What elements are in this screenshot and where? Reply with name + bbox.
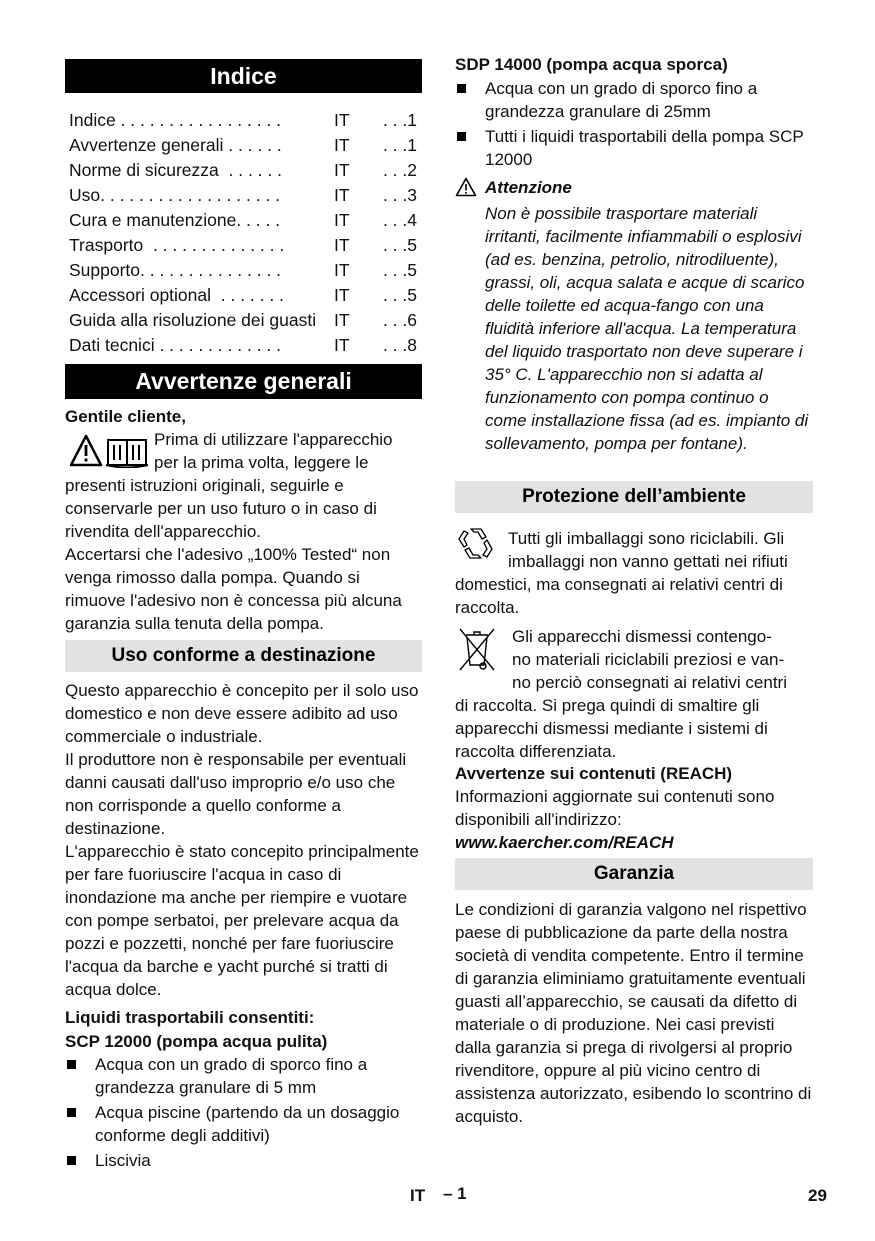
bullet-square-icon [457,84,466,93]
toc-entry[interactable] [69,308,417,333]
warranty-text: Le condizioni di garanzia valgono nel rispettivo paese di pubblicazione da parte della nostra società di vendita competente. Entro il termine di garanzia eliminiamo gratuitamente eventuali guasti all’apparecchio, se causati da difetto di materiale o di produzione. Nei casi previsti dalla garanzia si prega di rivolgersi al proprio rivenditore, oppure al più vicino centro di assistenza autorizzato, esibendo lo scontrino di acquisto. [455,900,812,1126]
scp-item-text: Acqua con un grado di sporco fino a grandezza granulare di 5 mm [95,1055,368,1097]
warning-triangle-icon [455,177,477,197]
toc-entry[interactable] [69,208,417,233]
toc-entry-title: Avvertenze generali . . . . . . [69,135,282,155]
toc-entry[interactable] [69,283,417,308]
bullet-square-icon [67,1108,76,1117]
crossed-bin-icon [457,626,497,672]
weee-line-2: no materiali riciclabili preziosi e van- [512,650,785,669]
bullet-square-icon [67,1156,76,1165]
sdp-title: SDP 14000 (pompa acqua sporca) [455,55,728,74]
toc-heading: Indice [65,59,422,93]
intended-use-body [65,679,422,1001]
environment-heading: Protezione dell’ambiente [455,481,813,513]
footer-page-number: 29 [808,1186,827,1205]
toc-entry-title: Indice . . . . . . . . . . . . . . . . . [69,110,282,130]
toc-entry-title: Guida alla risoluzione dei guasti [69,310,317,330]
intended-use-p3: L'apparecchio è stato concepito principalmente per fare fuoriuscire l'acqua in caso di inondazione ma anche per riempire e vuotare con pompe serbatoi, per prelevare acqua da pozzi e pozzetti, nonché per fare fuoriuscire l'acqua da barche e yacht purché si tratti di acqua dolce. [65,842,419,999]
toc-entry[interactable] [69,233,417,258]
sdp-item [455,125,813,171]
read-manual-warning-icon [70,434,150,468]
bullet-square-icon [67,1060,76,1069]
sticker-note: Accertarsi che l'adesivo „100% Tested“ non venga rimosso dalla pompa. Quando si rimuove l'adesivo non è concessa più alcuna garanzia sulla tenuta della pompa. [65,545,402,633]
scp-title: SCP 12000 (pompa acqua pulita) [65,1032,328,1051]
intended-use-p2: Il produttore non è responsabile per eventuali danni causati dall'uso improprio e/o uso che non corrisponde a quello conforme a destinazione. [65,750,407,838]
toc-entry-title: Supporto. . . . . . . . . . . . . . . [69,260,282,280]
recycle-line-2: imballaggi non vanno gettati nei rifiuti [508,552,788,571]
toc-entry-page: . . .2 [382,160,417,180]
warning-text: Non è possibile trasportare materiali irritanti, facilmente infiammabili o esplosivi (ad es. benzina, petrolio, nitrodiluente), grassi, oli, acqua salata e acque di scarico delle toilette ed acqua-fango con una fluidità inferiore all'acqua. La temperatura del liquido trasportato non deve superare i 35° C. L'apparecchio non si adatta al funzionamento con pompa continuo o come installazione fissa (ad es. impianto di sollevamento, pompa per fontane). [485,204,809,453]
scp-item-text: Liscivia [95,1151,151,1170]
sdp-item-text: Tutti i liquidi trasportabili della pompa SCP 12000 [485,127,804,169]
weee-rest: di raccolta. Si prega quindi di smaltire gli apparecchi dismessi mediante i sistemi di raccolta differenziata. [455,696,768,761]
toc-entry-page: . . .5 [382,235,417,255]
scp-item-text: Acqua piscine (partendo da un dosaggio conforme degli additivi) [95,1103,400,1145]
greeting: Gentile cliente, [65,407,186,426]
sdp-item [455,77,813,123]
toc-entry-title: Accessori optional . . . . . . . [69,285,284,305]
toc-entry[interactable] [69,108,417,133]
toc-entry-page: . . .1 [382,135,417,155]
weee-line-1: Gli apparecchi dismessi contengo- [512,627,772,646]
toc-entry-page: . . .1 [382,110,417,130]
general-intro-rest: presenti istruzioni originali, seguirle e conservarle per un uso futuro o in caso di rivendita dell'apparecchio. [65,476,377,541]
toc-entry-page: . . .8 [382,335,417,355]
scp-item [65,1149,422,1172]
toc-entry-lang: IT [334,210,350,230]
toc-entry[interactable] [69,258,417,283]
liquids-title: Liquidi trasportabili consentiti: [65,1008,315,1027]
toc-entry[interactable] [69,133,417,158]
toc-entry-lang: IT [334,310,350,330]
toc-entry[interactable] [69,158,417,183]
general-heading: Avvertenze generali [65,364,422,399]
toc-entry-lang: IT [334,260,350,280]
toc-entry-page: . . .6 [382,310,417,330]
recycle-rest: domestici, ma consegnati ai relativi centri di raccolta. [455,575,783,617]
general-intro-line-1: Prima di utilizzare l'apparecchio [154,430,393,449]
toc-entry-title: Norme di sicurezza . . . . . . [69,160,282,180]
scp-item [65,1101,422,1147]
bullet-square-icon [457,132,466,141]
warning-label: Attenzione [485,178,572,197]
intended-use-heading: Uso conforme a destinazione [65,640,422,672]
toc-entry-title: Dati tecnici . . . . . . . . . . . . . [69,335,281,355]
toc-entry-lang: IT [334,110,350,130]
reach-text: Informazioni aggiornate sui contenuti sono disponibili all'indirizzo: [455,787,775,829]
sdp-item-text: Acqua con un grado di sporco fino a grandezza granulare di 25mm [485,79,758,121]
scp-item [65,1053,422,1099]
weee-line-3: no perciò consegnati ai relativi centri [512,673,787,692]
toc-entry-title: Trasporto . . . . . . . . . . . . . . [69,235,285,255]
toc-entry-lang: IT [334,160,350,180]
general-intro-line-2: per la prima volta, leggere le [154,453,369,472]
recycle-line-1: Tutti gli imballaggi sono riciclabili. Gli [508,529,785,548]
footer-lang: IT [410,1186,426,1205]
reach-url-link[interactable]: www.kaercher.com/REACH [455,833,674,852]
toc-entry-lang: IT [334,135,350,155]
reach-title: Avvertenze sui contenuti (REACH) [455,764,733,783]
toc-entry[interactable] [69,333,417,358]
toc-entry-page: . . .4 [382,210,417,230]
warranty-heading: Garanzia [455,858,813,890]
toc-entry-lang: IT [334,335,350,355]
toc-entry-lang: IT [334,185,350,205]
toc-entry-page: . . .5 [382,260,417,280]
toc-entry-page: . . .3 [382,185,417,205]
toc-entry-lang: IT [334,285,350,305]
toc-entry[interactable] [69,183,417,208]
toc-entry-page: . . .5 [382,285,417,305]
footer-section-page: – 1 [443,1184,467,1203]
table-of-contents [65,108,422,360]
recycling-icon [456,525,496,561]
toc-entry-title: Uso. . . . . . . . . . . . . . . . . . . [69,185,281,205]
toc-entry-title: Cura e manutenzione. . . . . [69,210,281,230]
intended-use-p1: Questo apparecchio è concepito per il solo uso domestico e non deve essere adibito ad uso commerciale o industriale. [65,681,419,746]
toc-entry-lang: IT [334,235,350,255]
